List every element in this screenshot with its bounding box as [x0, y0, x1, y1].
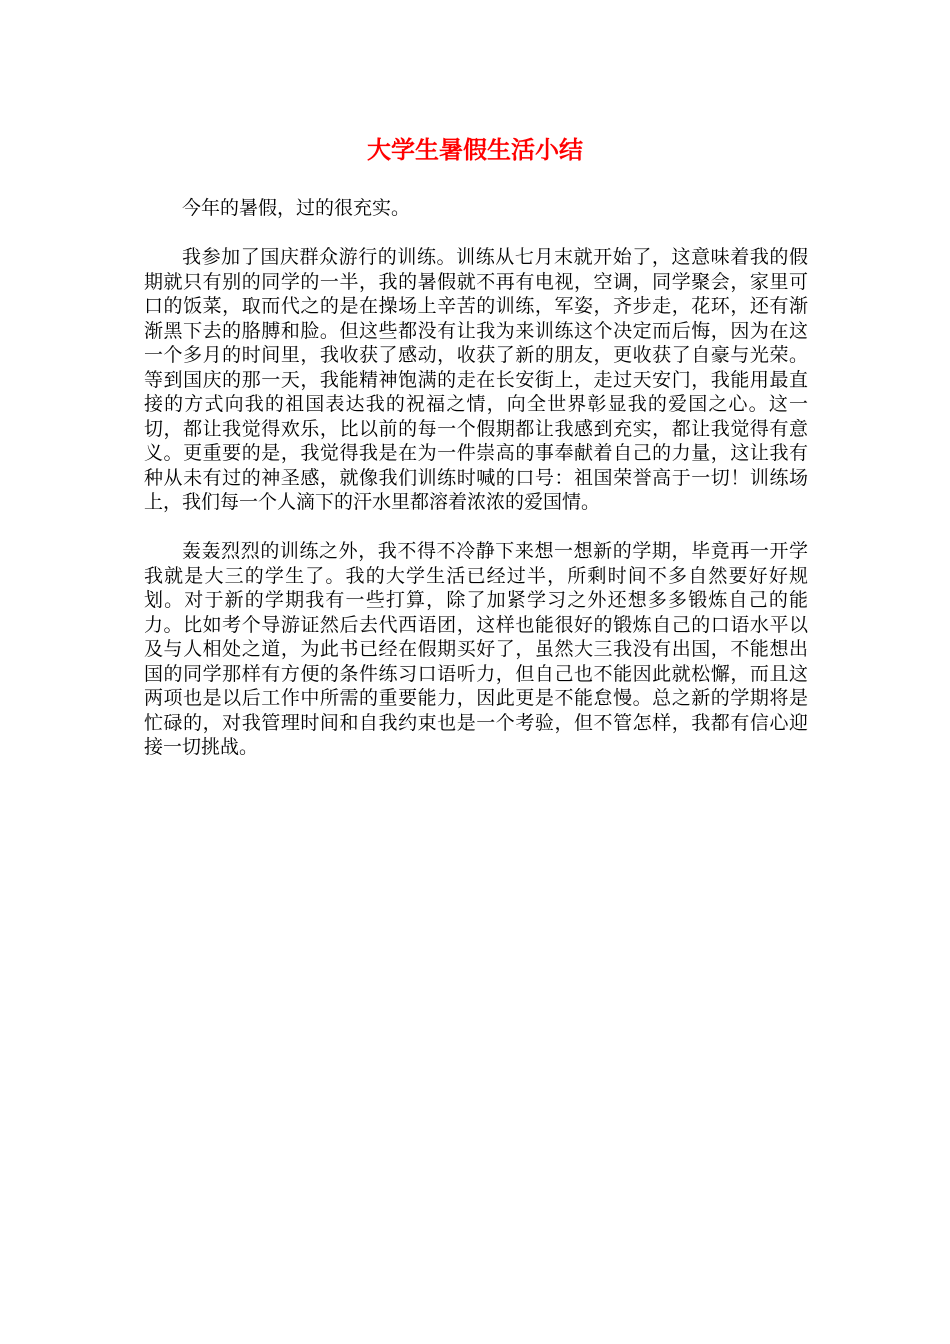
document-title: 大学生暑假生活小结	[367, 136, 583, 164]
paragraph-training: 我参加了国庆群众游行的训练。训练从七月末就开始了，这意味着我的假期就只有别的同学的一半，我的暑假就不再有电视，空调，同学聚会，家里可口的饭菜，取而代之的是在操场上辛苦的训练，军姿，齐步走，花环，还有渐渐黑下去的胳膊和脸。但这些都没有让我为来训练这个决定而后悔，因为在这一个多月的时间里，我收获了感动，收获了新的朋友，更收获了自豪与光荣。等到国庆的那一天，我能精神饱满的走在长安街上，走过天安门，我能用最直接的方式向我的祖国表达我的祝福之情，向全世界彰显我的爱国之心。这一切，都让我觉得欢乐，比以前的每一个假期都让我感到充实，都让我觉得有意义。更重要的是，我觉得我是在为一件崇高的事奉献着自己的力量，这让我有种从未有过的神圣感，就像我们训练时喊的口号：祖国荣誉高于一切！训练场上，我们每一个人滴下的汗水里都溶着浓浓的爱国情。	[144, 246, 808, 513]
paragraph-new-semester: 轰轰烈烈的训练之外，我不得不冷静下来想一想新的学期，毕竟再一开学我就是大三的学生了。我的大学生活已经过半，所剩时间不多自然要好好规划。对于新的学期我有一些打算，除了加紧学习之外还想多多锻炼自己的能力。比如考个导游证然后去代西语团，这样也能很好的锻炼自己的口语水平以及与人相处之道，为此书已经在假期买好了，虽然大三我没有出国，不能想出国的同学那样有方便的条件练习口语听力，但自己也不能因此就松懈，而且这两项也是以后工作中所需的重要能力，因此更是不能怠慢。总之新的学期将是忙碌的，对我管理时间和自我约束也是一个考验，但不管怎样，我都有信心迎接一切挑战。	[144, 540, 808, 758]
paragraph-intro: 今年的暑假，过的很充实。	[182, 197, 411, 219]
document-body	[144, 196, 808, 784]
